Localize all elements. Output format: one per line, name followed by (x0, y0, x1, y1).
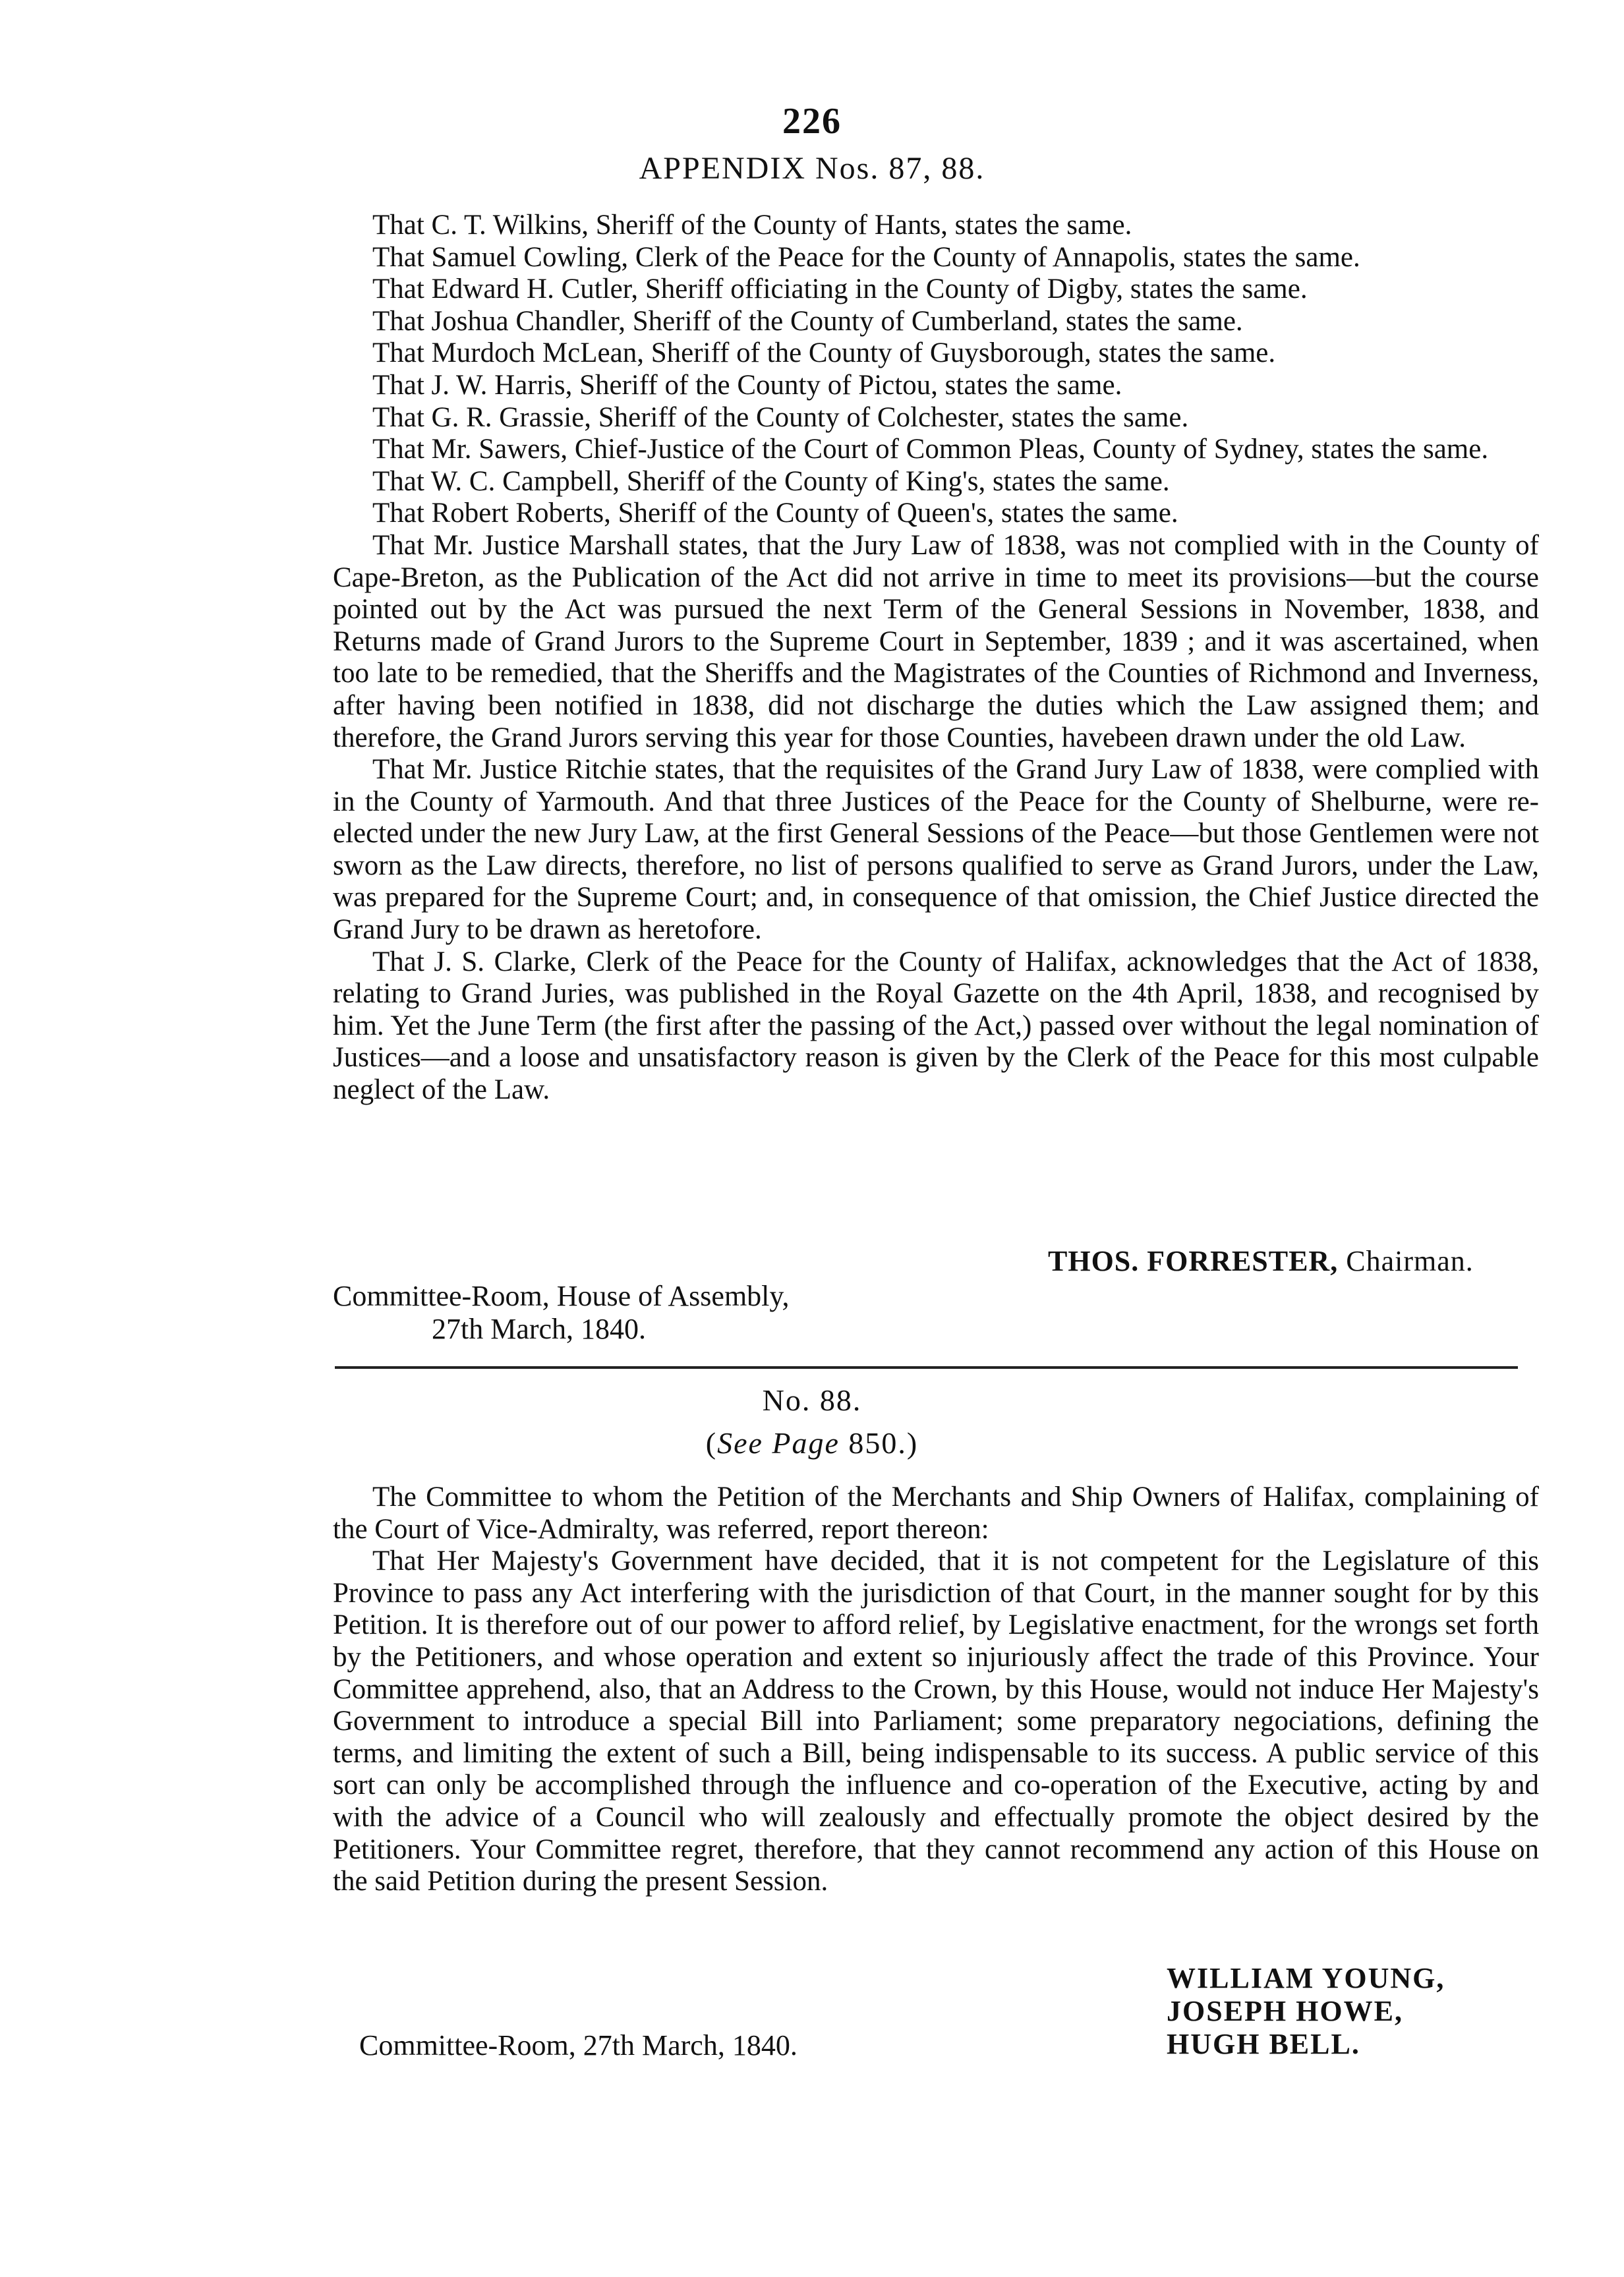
signature-title: Chairman. (1346, 1245, 1474, 1277)
committee-place-date (333, 1280, 790, 1346)
see-page-label: See Page (717, 1426, 840, 1460)
paragraph: That Her Majesty's Government have decided, that it is not competent for the Legislature of this Province to pass any Act interfering with the jurisdiction of that Court, in the manner sought for by this Petition. It is therefore out of our power to afford relief, by Legislative enactment, for the wrongs set forth by the Petitioners, and whose operation and extent so injuriously affect the trade of this Province. Your Committee apprehend, also, that an Address to the Crown, by this House, would not induce Her Majesty's Government to introduce a special Bill into Parliament; some preparatory negociations, defining the terms, and limiting the extent of such a Bill, being indispensable to its success. A public service of this sort can only be accomplished through the influence and co-operation of the Executive, acting by and with the advice of a Council who will zealously and effectually promote the object desired by the Petitioners. Your Committee regret, therefore, that they cannot recommend any action of this House on the said Petition during the present Session. (333, 1545, 1539, 1897)
paragraph: That C. T. Wilkins, Sheriff of the County of Hants, states the same. (372, 210, 1132, 241)
section-87-body (333, 210, 1539, 1107)
paragraph: That J. W. Harris, Sheriff of the County of Pictou, states the same. (372, 369, 1122, 401)
section-88-heading: No. 88. (762, 1383, 862, 1417)
page-number: 226 (782, 101, 842, 142)
paragraph: That Joshua Chandler, Sheriff of the County of Cumberland, states the same. (372, 305, 1243, 337)
signer: JOSEPH HOWE, (1167, 1995, 1403, 2027)
paragraph: That Mr. Justice Ritchie states, that the requisites of the Grand Jury Law of 1838, were complied with in the County of Yarmouth. And that three Justices of the Peace for the County of Shelburne, were re-elected under the new Jury Law, at the first General Sessions of the Peace—but those Gentlemen were not sworn as the Law directs, therefore, no list of persons qualified to serve as Grand Jurors, under the Law, was prepared for the Supreme Court; and, in consequence of that omission, the Chief Justice directed the Grand Jury to be drawn as heretofore. (333, 754, 1539, 946)
see-page-open: ( (705, 1426, 718, 1460)
signers-list (1167, 1962, 1445, 2061)
paragraph: The Committee to whom the Petition of the Merchants and Ship Owners of Halifax, complaining of the Court of Vice-Admiralty, was referred, report thereon: (333, 1482, 1539, 1545)
paragraph: That Mr. Justice Marshall states, that the Jury Law of 1838, was not complied with in the County of Cape-Breton, as the Publication of the Act did not arrive in time to meet its provisions—but the course pointed out by the Act was pursued the next Term of the General Sessions in November, 1838, and Returns made of Grand Jurors to the Supreme Court in September, 1839 ; and it was ascertained, when too late to be remedied, that the Sheriffs and the Magistrates of the Counties of Richmond and Inverness, after having been notified in 1838, did not discharge the duties which the Law assigned them; and therefore, the Grand Jurors serving this year for those Counties, havebeen drawn under the old Law. (333, 529, 1539, 753)
signer: WILLIAM YOUNG, (1167, 1962, 1445, 1994)
signer: HUGH BELL. (1167, 2028, 1360, 2060)
signature-name: THOS. FORRESTER, (1048, 1245, 1339, 1277)
paragraph: That Mr. Sawers, Chief-Justice of the Court of Common Pleas, County of Sydney, states the same. (372, 434, 1489, 465)
section-divider (335, 1366, 1518, 1369)
committee-place: Committee-Room, House of Assembly, (333, 1280, 790, 1312)
paragraph: That J. S. Clarke, Clerk of the Peace for the County of Halifax, acknowledges that the Act of 1838, relating to Grand Juries, was published in the Royal Gazette on the 4th April, 1838, and recognised by him. Yet the June Term (the first after the passing of the Act,) passed over without the legal nomination of Justices—and a loose and unsatisfactory reason is given by the Clerk of the Peace for this most culpable neglect of the Law. (333, 946, 1539, 1106)
paragraph: That W. C. Campbell, Sheriff of the County of King's, states the same. (372, 465, 1170, 497)
see-page-reference (0, 1426, 1624, 1460)
committee-date-88: Committee-Room, 27th March, 1840. (359, 2029, 798, 2061)
paragraph: That Murdoch McLean, Sheriff of the County of Guysborough, states the same. (372, 337, 1276, 369)
paragraph: That Robert Roberts, Sheriff of the County of Queen's, states the same. (372, 498, 1178, 529)
see-page-number: 850.) (848, 1426, 919, 1460)
section-88-body (333, 1482, 1539, 1898)
paragraph: That G. R. Grassie, Sheriff of the County of Colchester, states the same. (372, 401, 1189, 433)
appendix-heading: APPENDIX Nos. 87, 88. (639, 151, 985, 186)
committee-date-87: 27th March, 1840. (432, 1313, 647, 1345)
paragraph: That Edward H. Cutler, Sheriff officiating in the County of Digby, states the same. (372, 274, 1308, 305)
chairman-signature (1048, 1244, 1474, 1278)
paragraph: That Samuel Cowling, Clerk of the Peace for the County of Annapolis, states the same. (372, 241, 1360, 273)
